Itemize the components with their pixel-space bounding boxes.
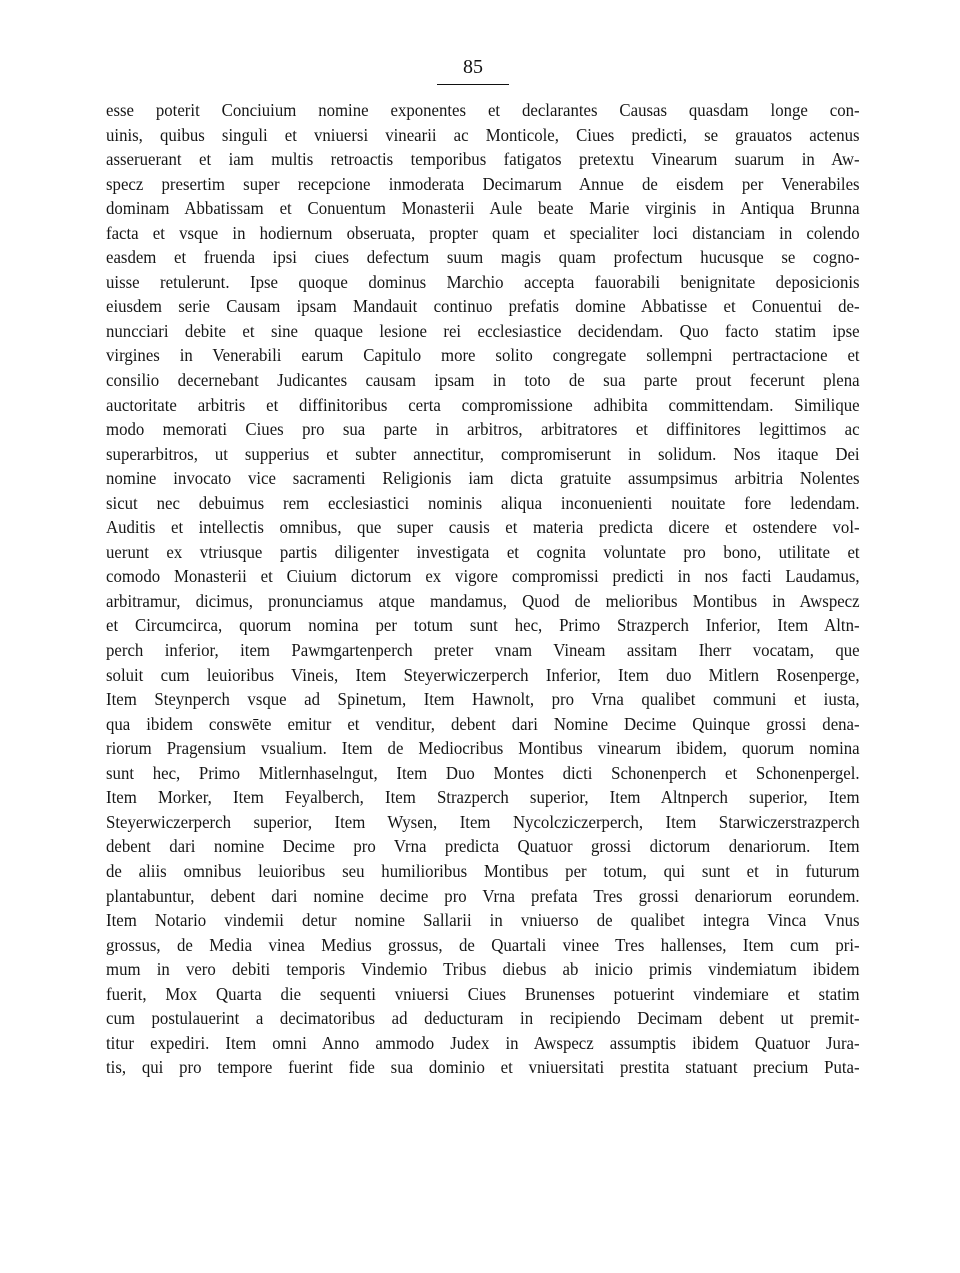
text-line: eiusdem serie Causam ipsam Mandauit continuo prefatis domine Abbatisse et Conuentui de- — [106, 296, 860, 317]
text-line: debent dari nomine Decime pro Vrna predicta Quatuor grossi dictorum denariorum. Item — [106, 836, 860, 857]
text-line: modo memorati Ciues pro sua parte in arbitros, arbitratores et diffinitores legittimos ac — [106, 419, 860, 440]
text-line: cum postulauerint a decimatoribus ad deducturam in recipiendo Decimam debent ut premit- — [106, 1008, 860, 1029]
text-line: superarbitros, ut supperius et subter annectitur, compromiserunt in solidum. Nos itaque Dei — [106, 443, 860, 464]
text-line: soluit cum leuioribus Vineis, Item Steyerwiczerperch Inferior, Item duo Mitlern Rosenperge, — [106, 664, 860, 685]
text-line: riorum Pragensium vsualium. Item de Mediocribus Montibus vinearum ibidem, quorum nomina — [106, 738, 860, 759]
text-line: tis, qui pro tempore fuerint fide sua dominio et vniuersitati prestita statuant precium Puta- — [106, 1057, 860, 1078]
text-line: perch inferior, item Pawmgartenperch preter vnam Vineam assitam Iherr vocatam, que — [106, 640, 860, 661]
text-line: easdem et fruenda ipsi ciues defectum suum magis quam profectum hucusque se cogno- — [106, 247, 860, 268]
text-line: fuerit, Mox Quarta die sequenti vniuersi Ciues Brunenses potuerint vindemiare et statim — [106, 983, 860, 1004]
text-line: Item Steynperch vsque ad Spinetum, Item Hawnolt, pro Vrna qualibet communi et iusta, — [106, 689, 860, 710]
text-line: consilio decernebant Judicantes causam ipsam in toto de sua parte prout fecerunt plena — [106, 370, 860, 391]
text-line: qua ibidem conswēte emitur et venditur, debent dari Nomine Decime Quinque grossi dena- — [106, 713, 860, 734]
text-line: sunt hec, Primo Mitlernhaselngut, Item Duo Montes dicti Schonenperch et Schonenpergel. — [106, 762, 860, 783]
page-number: 85 — [463, 56, 483, 78]
text-line: mum in vero debiti temporis Vindemio Tribus diebus ab inicio primis vindemiatum ibidem — [106, 959, 860, 980]
text-line: Item Notario vindemii detur nomine Sallarii in vniuerso de qualibet integra Vinca Vnus — [106, 910, 860, 931]
page-number-rule — [437, 84, 509, 85]
text-line: uisse retulerunt. Ipse quoque dominus Marchio accepta fauorabili benignitate deposicionis — [106, 271, 860, 292]
text-line: grossus, de Media vinea Medius grossus, de Quartali vinee Tres hallenses, Item cum pri- — [106, 934, 860, 955]
text-line: nuncciari debite et sine quaque lesione rei ecclesiastice decidendam. Quo facto statim ipse — [106, 320, 860, 341]
text-line: arbitramur, dicimus, pronunciamus atque mandamus, Quod de melioribus Montibus in Awspecz — [106, 590, 860, 611]
body-text — [106, 98, 860, 1080]
text-line: specz presertim super recepcione inmoderata Decimarum Annue de eisdem per Venerabiles — [106, 173, 860, 194]
text-line: Item Morker, Item Feyalberch, Item Strazperch superior, Item Altnperch superior, Item — [106, 787, 860, 808]
text-line: virgines in Venerabili earum Capitulo more solito congregate sollempni pertractacione et — [106, 345, 860, 366]
text-line: dominam Abbatissam et Conuentum Monasterii Aule beate Marie virginis in Antiqua Brunna — [106, 198, 860, 219]
text-line: de aliis omnibus leuioribus seu humilioribus Montibus per totum, qui sunt et in futurum — [106, 860, 860, 881]
text-line: et Circumcirca, quorum nomina per totum sunt hec, Primo Strazperch Inferior, Item Altn- — [106, 615, 860, 636]
text-line: uinis, quibus singuli et vniuersi vinearii ac Monticole, Ciues predicti, se grauatos actenus — [106, 124, 860, 145]
text-line: asseruerant et iam multis retroactis temporibus fatigatos pretextu Vinearum suarum in Aw- — [106, 149, 860, 170]
text-line: titur expediri. Item omni Anno ammodo Judex in Awspecz assumptis ibidem Quatuor Jura- — [106, 1032, 860, 1053]
text-line: comodo Monasterii et Ciuium dictorum ex vigore compromissi predicti in nos facti Laudamus, — [106, 566, 860, 587]
text-line: auctoritate arbitris et diffinitoribus certa compromissione adhibita committendam. Similique — [106, 394, 860, 415]
text-line: sicut nec debuimus rem ecclesiastici nominis aliqua inconuenienti nouitate fore ledendam. — [106, 492, 860, 513]
text-line: Auditis et intellectis omnibus, que super causis et materia predicta dicere et ostendere vol- — [106, 517, 860, 538]
text-line: plantabuntur, debent dari nomine decime pro Vrna prefata Tres grossi denariorum eorundem. — [106, 885, 860, 906]
text-line: nomine invocato vice sacramenti Religionis iam dicta gratuite assumpsimus arbitria Nolentes — [106, 468, 860, 489]
text-line: uerunt ex vtriusque partis diligenter investigata et cognita voluntate pro bono, utilitate et — [106, 541, 860, 562]
text-line: esse poterit Conciuium nomine exponentes et declarantes Causas quasdam longe con- — [106, 100, 860, 120]
text-line: facta et vsque in hodiernum obseruata, propter quam et specialiter loci distanciam in colendo — [106, 222, 860, 243]
text-line: Steyerwiczerperch superior, Item Wysen, Item Nycolcziczerperch, Item Starwiczerstrazperch — [106, 811, 860, 832]
